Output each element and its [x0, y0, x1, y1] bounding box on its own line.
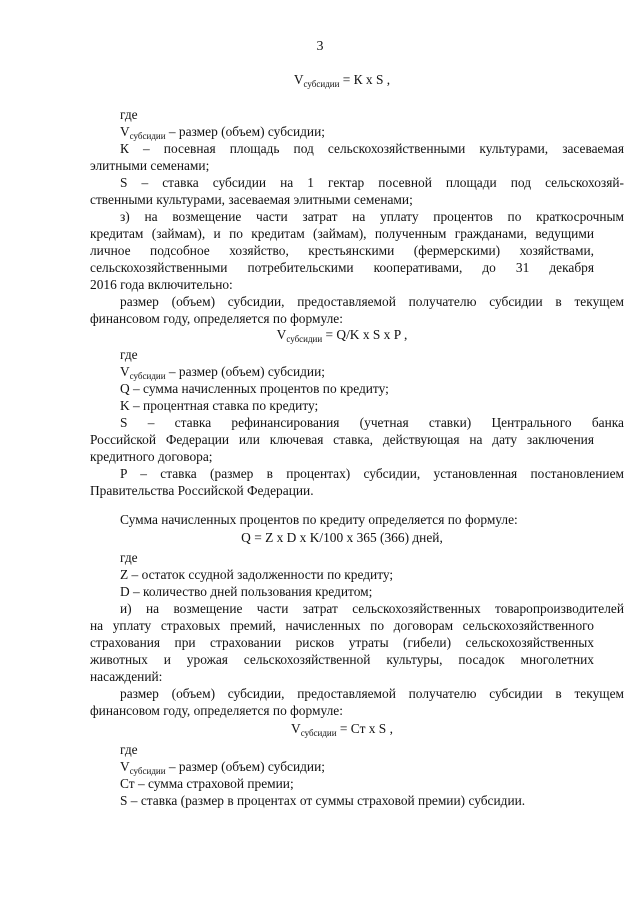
paragraph-z-line5: 2016 года включительно:	[90, 277, 233, 292]
definition-v: $V_{субсидии}$ – размер (объем) субсидии;	[120, 364, 325, 381]
paragraph-i-line2: на уплату страховых премий, начисленных по договорам сельскохозяйственного	[90, 618, 594, 633]
definition-s-line1: S – ставка рефинансирования (учетная ставки) Центрального банка	[120, 415, 624, 430]
definition-q: Q – сумма начисленных процентов по кредиту;	[120, 381, 389, 396]
paragraph-i-line5: насаждений:	[90, 669, 163, 684]
paragraph-z-line3: личное подсобное хозяйство, крестьянскими (фермерскими) хозяйствами,	[90, 243, 594, 258]
formula-subsidy-elite-seeds: $V_{субсидии} = К$ х S ,	[293, 72, 391, 89]
definition-d: D – количество дней пользования кредитом;	[120, 584, 373, 599]
size-paragraph-2-line1: размер (объем) субсидии, предоставляемой получателю субсидии в текущем	[120, 686, 624, 701]
paragraph-i-line1: и) на возмещение части затрат сельскохозяйственных товаропроизводителей	[120, 601, 624, 616]
definition-k-line1: К – посевная площадь под сельскохозяйственными культурами, засеваемая	[120, 141, 624, 156]
definition-s-line2: Российской Федерации или ключевая ставка, действующая на дату заключения	[90, 432, 594, 447]
definition-v: $V_{субсидии}$ – размер (объем) субсидии;	[120, 759, 325, 776]
size-paragraph-1-line2: финансовом году, определяется по формуле:	[90, 311, 343, 326]
where-label: где	[120, 107, 138, 122]
size-paragraph-2-line2: финансовом году, определяется по формуле:	[90, 703, 343, 718]
where-label: где	[120, 347, 138, 362]
where-label: где	[120, 742, 138, 757]
definition-st: Ст – сумма страховой премии;	[120, 776, 294, 791]
paragraph-z-line2: кредитам (займам), и по кредитам (займам), полученным гражданами, ведущими	[90, 226, 594, 241]
where-label: где	[120, 550, 138, 565]
paragraph-i-line3: страхования при страховании рисков утраты (гибели) сельскохозяйственных	[90, 635, 594, 650]
definition-s: S – ставка (размер в процентах от суммы страховой премии) субсидии.	[120, 793, 526, 808]
formula-interest-sum: Q = Z х D х K/100 х 365 (366) дней,	[241, 530, 443, 545]
paragraph-i-line4: животных и урожая сельскохозяйственной культуры, посадок многолетних	[90, 652, 594, 667]
definition-k-line2: элитными семенами;	[90, 158, 210, 173]
page-number: 3	[316, 39, 324, 54]
definition-z: Z – остаток ссудной задолженности по кредиту;	[120, 567, 394, 582]
definition-s-line1: S – ставка субсидии на 1 гектар посевной площади под сельскохозяй-	[120, 175, 624, 190]
definition-s-line2: ственными культурами, засеваемая элитными семенами;	[90, 192, 413, 207]
formula-subsidy-credit: $V_{субсидии} = Q/K$ х S х P ,	[276, 327, 408, 344]
definition-v: $V_{субсидии}$ – размер (объем) субсидии;	[120, 124, 325, 141]
size-paragraph-1-line1: размер (объем) субсидии, предоставляемой получателю субсидии в текущем	[120, 294, 624, 309]
definition-s-line3: кредитного договора;	[90, 449, 213, 464]
formula-subsidy-insurance: $V_{субсидии}$ = Ст х S ,	[291, 721, 393, 738]
interest-sum-intro: Сумма начисленных процентов по кредиту определяется по формуле:	[120, 512, 518, 527]
paragraph-z-line4: сельскохозяйственными потребительскими кооперативами, до 31 декабря	[90, 260, 594, 275]
definition-k: K – процентная ставка по кредиту;	[120, 398, 319, 413]
definition-p-line2: Правительства Российской Федерации.	[90, 483, 314, 498]
definition-p-line1: P – ставка (размер в процентах) субсидии, установленная постановлением	[120, 466, 624, 481]
paragraph-z-line1: з) на возмещение части затрат на уплату процентов по краткосрочным	[120, 209, 624, 224]
